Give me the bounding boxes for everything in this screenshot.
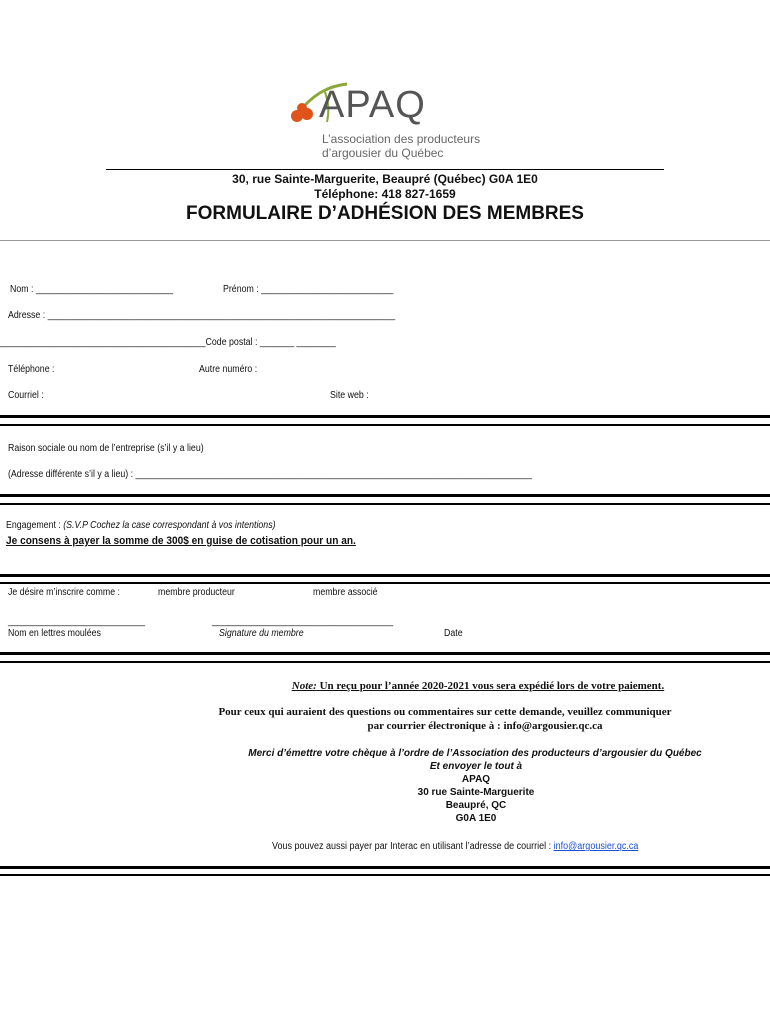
- membre-producteur-option[interactable]: membre producteur: [158, 587, 235, 598]
- site-web-field[interactable]: Site web :: [330, 390, 369, 401]
- section-rule: [0, 874, 770, 876]
- consent-checkbox-label[interactable]: Je consens à payer la somme de 300$ en guise de cotisation pour un an.: [6, 535, 356, 547]
- page-title: FORMULAIRE D’ADHÉSION DES MEMBRES: [186, 203, 584, 224]
- section-rule: [0, 415, 770, 418]
- logo-text: APAQ: [319, 84, 426, 126]
- section-rule: [0, 866, 770, 869]
- section-rule: [0, 424, 770, 426]
- mail-address-2: 30 rue Sainte-Marguerite: [417, 787, 535, 798]
- date-label: Date: [444, 628, 463, 639]
- code-postal-field[interactable]: __________________________________________Code postal : _______ ________: [0, 337, 336, 348]
- name-line[interactable]: ____________________________: [8, 616, 146, 627]
- signature-line[interactable]: _____________________________________: [212, 616, 394, 627]
- inscrire-label: Je désire m’inscrire comme :: [8, 587, 120, 598]
- header-address: 30, rue Sainte-Marguerite, Beaupré (Québec) G0A 1E0: [232, 172, 538, 186]
- telephone-field[interactable]: Téléphone :: [8, 364, 55, 375]
- prenom-field[interactable]: Prénom : ___________________________: [223, 284, 394, 295]
- cheque-line-1: Merci d’émettre votre chèque à l’ordre de l’Association des producteurs d’argousier du Québec: [248, 748, 702, 759]
- section-rule: [0, 503, 770, 505]
- logo-subtitle-1: L’association des producteurs: [322, 132, 481, 146]
- questions-line-1: Pour ceux qui auraient des questions ou commentaires sur cette demande, veuillez communiquer: [218, 706, 672, 718]
- adresse-differente-field[interactable]: (Adresse différente s’il y a lieu) : _________________________________________________________________________________: [8, 469, 532, 480]
- interac-email-link[interactable]: info@argousier.qc.ca: [553, 841, 639, 852]
- section-rule: [0, 494, 770, 497]
- section-rule: [0, 574, 770, 577]
- logo-subtitle-2: d’argousier du Québec: [322, 146, 444, 160]
- mail-address-3: Beaupré, QC: [445, 800, 507, 811]
- engagement-label: Engagement : (S.V.P Cochez la case correspondant à vos intentions): [6, 520, 276, 531]
- signature-label: Signature du membre: [219, 628, 304, 639]
- cheque-line-2: Et envoyer le tout à: [429, 761, 523, 772]
- section-rule: [0, 582, 770, 584]
- autre-numero-field[interactable]: Autre numéro :: [199, 364, 258, 375]
- membre-associe-option[interactable]: membre associé: [313, 587, 378, 598]
- engagement-hint: (S.V.P Cochez la case correspondant à vos intentions): [63, 520, 276, 531]
- divider: [0, 240, 770, 241]
- section-rule: [0, 661, 770, 663]
- mail-address-4: G0A 1E0: [455, 813, 497, 824]
- nom-field[interactable]: Nom : ____________________________: [10, 284, 173, 295]
- courriel-field[interactable]: Courriel :: [8, 390, 44, 401]
- interac-line: Vous pouvez aussi payer par Interac en utilisant l’adresse de courriel : info@argousier.qc.ca: [272, 841, 639, 852]
- section-rule: [0, 652, 770, 655]
- adresse-field[interactable]: Adresse : _______________________________________________________________________: [8, 310, 396, 321]
- mail-address-1: APAQ: [461, 774, 491, 785]
- raison-sociale-field[interactable]: Raison sociale ou nom de l’entreprise (s’il y a lieu): [8, 443, 204, 454]
- logo: [285, 82, 485, 162]
- questions-line-2: par courrier électronique à : info@argousier.qc.ca: [367, 720, 603, 732]
- header-rule: [106, 169, 664, 170]
- note-line: Note: Un reçu pour l’année 2020-2021 vous sera expédié lors de votre paiement.: [291, 680, 665, 692]
- header-phone: Téléphone: 418 827-1659: [314, 187, 456, 201]
- nom-lettres-label: Nom en lettres moulées: [8, 628, 101, 639]
